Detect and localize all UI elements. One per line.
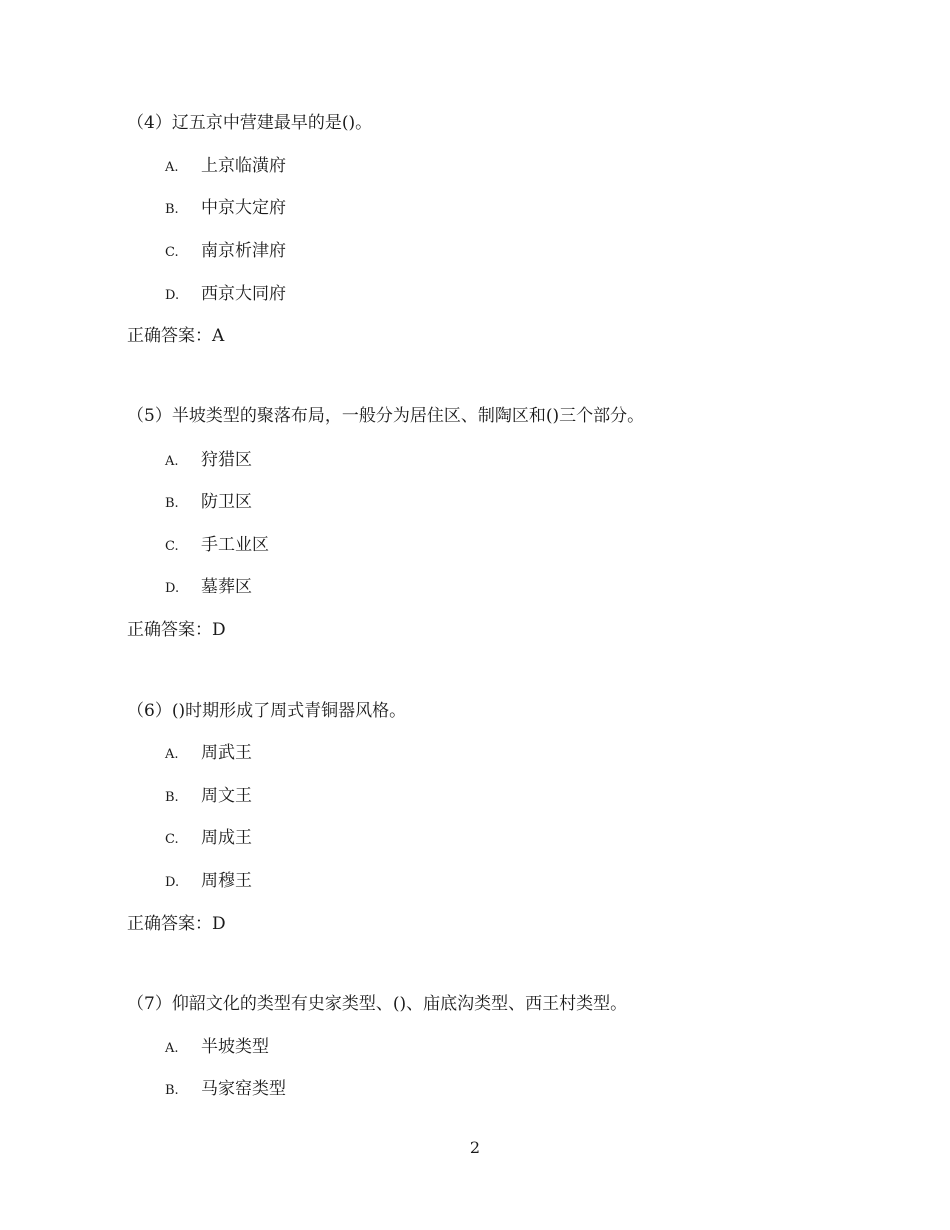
option-letter: D. [165,875,180,890]
option [165,576,252,600]
option-letter: C. [165,245,179,260]
option [165,1036,269,1060]
question-stem: （5）半坡类型的聚落布局，一般分为居住区、制陶区和()三个部分。 [127,406,645,426]
question-stem: （4）辽五京中营建最早的是()。 [127,113,373,133]
option-letter: D. [165,288,180,303]
option [165,870,252,894]
option-letter: A. [165,160,179,175]
option-letter: A. [165,1041,179,1056]
option [165,449,252,473]
option-text: 周成王 [201,828,252,848]
option [165,742,252,766]
option [165,283,286,307]
question-stem: （6）()时期形成了周式青铜器风格。 [127,701,407,721]
option [165,1078,286,1102]
option-letter: D. [165,581,180,596]
option [165,827,252,851]
option-letter: C. [165,539,179,554]
correct-answer: 正确答案：D [127,620,226,640]
option-letter: A. [165,454,179,469]
option-text: 周穆王 [201,871,252,891]
option-letter: A. [165,747,179,762]
option-text: 上京临潢府 [201,156,286,176]
option-text: 墓葬区 [201,577,252,597]
option-text: 中京大定府 [201,198,286,218]
option [165,785,252,809]
option [165,197,286,221]
option-text: 周文王 [201,786,252,806]
option-text: 半坡类型 [201,1037,269,1057]
option-text: 手工业区 [201,535,269,555]
option-letter: B. [165,790,179,805]
option-letter: C. [165,832,179,847]
question-stem: （7）仰韶文化的类型有史家类型、()、庙底沟类型、西王村类型。 [127,994,628,1014]
option [165,240,286,264]
option-text: 狩猎区 [201,450,252,470]
option-text: 南京析津府 [201,241,286,261]
correct-answer: 正确答案：D [127,914,226,934]
page-number: 2 [469,1138,481,1157]
option-text: 防卫区 [201,492,252,512]
option-letter: B. [165,1083,179,1098]
option-letter: B. [165,496,179,511]
option-text: 西京大同府 [201,284,286,304]
option-text: 马家窑类型 [201,1079,286,1099]
option-text: 周武王 [201,743,252,763]
correct-answer: 正确答案：A [127,326,225,346]
option [165,534,269,558]
option [165,491,252,515]
option-letter: B. [165,202,179,217]
option [165,155,286,179]
